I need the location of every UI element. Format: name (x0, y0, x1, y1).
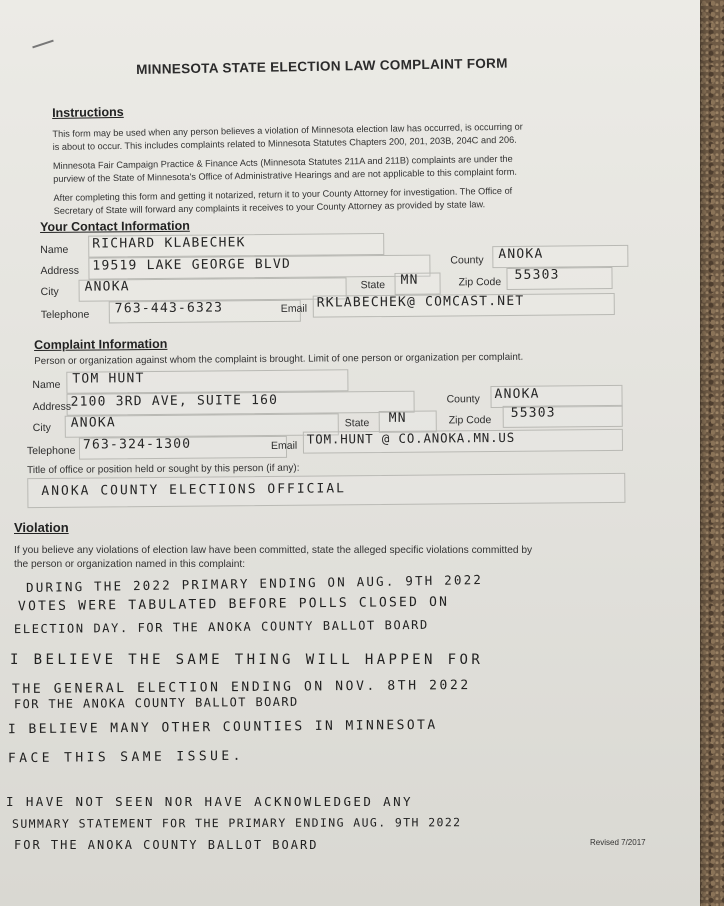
complaint-section (26, 333, 637, 508)
contact-city-value: ANOKA (84, 279, 130, 295)
violation-line-10: SUMMARY STATEMENT FOR THE PRIMARY ENDING AUG. 9TH 2022 (11, 815, 462, 831)
form-title: MINNESOTA STATE ELECTION LAW COMPLAINT FORM (136, 55, 508, 77)
contact-zip-value: 55303 (514, 267, 560, 283)
instructions-line-6: Secretary of State will forward any complaints it receives to your County Attorney as provided by state law. (53, 199, 486, 216)
contact-state-label: State (360, 279, 386, 292)
violation-section (6, 520, 702, 906)
respondent-name-label: Name (32, 378, 61, 392)
instructions-line-4: purview of the State of Minnesota's Office of Administrative Hearings and are not applicable to this complaint form. (53, 166, 517, 184)
violation-line-6: FOR THE ANOKA COUNTY BALLOT BOARD (13, 694, 299, 712)
complaint-intro: Person or organization against whom the complaint is brought. Limit of one person or organization per complaint. (34, 351, 524, 368)
contact-address-label: Address (40, 264, 80, 278)
respondent-state-value: MN (388, 410, 407, 426)
respondent-county-label: County (446, 393, 480, 406)
contact-heading: Your Contact Information (40, 218, 190, 235)
contact-email-label: Email (280, 302, 308, 315)
contact-address-value: 19519 LAKE GEORGE BLVD (92, 256, 292, 274)
violation-line-4: I BELIEVE THE SAME THING WILL HAPPEN FOR (10, 652, 484, 668)
complaint-heading: Complaint Information (34, 336, 168, 353)
violation-line-5: THE GENERAL ELECTION ENDING ON NOV. 8TH 2022 (11, 677, 471, 698)
contact-telephone-value: 763-443-6323 (114, 300, 224, 317)
respondent-address-label: Address (32, 400, 72, 414)
respondent-email-label: Email (270, 439, 298, 452)
violation-line-9: I HAVE NOT SEEN NOR HAVE ACKNOWLEDGED ANY (6, 794, 413, 809)
contact-county-value: ANOKA (498, 246, 544, 263)
office-title-value: ANOKA COUNTY ELECTIONS OFFICIAL (41, 481, 347, 499)
contact-section (40, 215, 625, 325)
pen-mark (32, 40, 54, 49)
respondent-name-value: TOM HUNT (72, 371, 145, 387)
office-title-label: Title of office or position held or sought by this person (if any): (27, 462, 300, 477)
instructions-line-3: Minnesota Fair Campaign Practice & Finance Acts (Minnesota Statutes 211A and 211B) complaints are under the (52, 153, 513, 171)
respondent-telephone-value: 763-324-1300 (82, 436, 192, 453)
violation-intro-1: If you believe any violations of election law have been committed, state the alleged specific violations committed by (14, 545, 533, 556)
contact-email-value: RKLABECHEK@ COMCAST.NET (316, 293, 525, 311)
contact-telephone-label: Telephone (40, 308, 90, 322)
respondent-county-value: ANOKA (494, 386, 540, 403)
instructions-heading: Instructions (52, 104, 124, 120)
contact-zip-label: Zip Code (458, 276, 502, 289)
violation-line-7: I BELIEVE MANY OTHER COUNTIES IN MINNESOTA (7, 717, 438, 738)
respondent-telephone-label: Telephone (26, 444, 76, 458)
respondent-email-value: TOM.HUNT @ CO.ANOKA.MN.US (306, 429, 516, 447)
revised-date: Revised 7/2017 (590, 838, 646, 847)
respondent-city-label: City (32, 421, 51, 435)
contact-state-value: MN (400, 272, 419, 288)
instructions-line-5: After completing this form and getting it notarized, return it to your County Attorney for investigation. The Office of (53, 185, 513, 203)
contact-city-label: City (40, 285, 59, 299)
violation-line-8: FACE THIS SAME ISSUE. (7, 748, 244, 767)
violation-line-1: DURING THE 2022 PRIMARY ENDING ON AUG. 9TH 2022 (25, 572, 484, 595)
contact-name-label: Name (40, 243, 69, 257)
violation-line-3: ELECTION DAY. FOR THE ANOKA COUNTY BALLOT BOARD (13, 617, 429, 637)
contact-name-value: RICHARD KLABECHEK (92, 235, 246, 252)
respondent-zip-label: Zip Code (448, 414, 492, 427)
respondent-zip-value: 55303 (510, 405, 556, 421)
respondent-address-value: 2100 3RD AVE, SUITE 160 (70, 392, 279, 410)
instructions-line-2: is about to occur. This includes complaints related to Minnesota Statutes Chapters 200, 201, 203B, 204C and 206. (52, 134, 517, 152)
violation-line-2: VOTES WERE TABULATED BEFORE POLLS CLOSED ON (17, 594, 450, 615)
respondent-state-label: State (344, 417, 370, 430)
respondent-city-value: ANOKA (70, 415, 116, 431)
violation-heading: Violation (14, 520, 69, 535)
violation-line-11: FOR THE ANOKA COUNTY BALLOT BOARD (14, 838, 319, 852)
contact-county-label: County (450, 254, 484, 267)
violation-intro-2: the person or organization named in this complaint: (14, 559, 246, 570)
instructions-line-1: This form may be used when any person believes a violation of Minnesota election law has occurred, is occurring or (52, 121, 523, 139)
